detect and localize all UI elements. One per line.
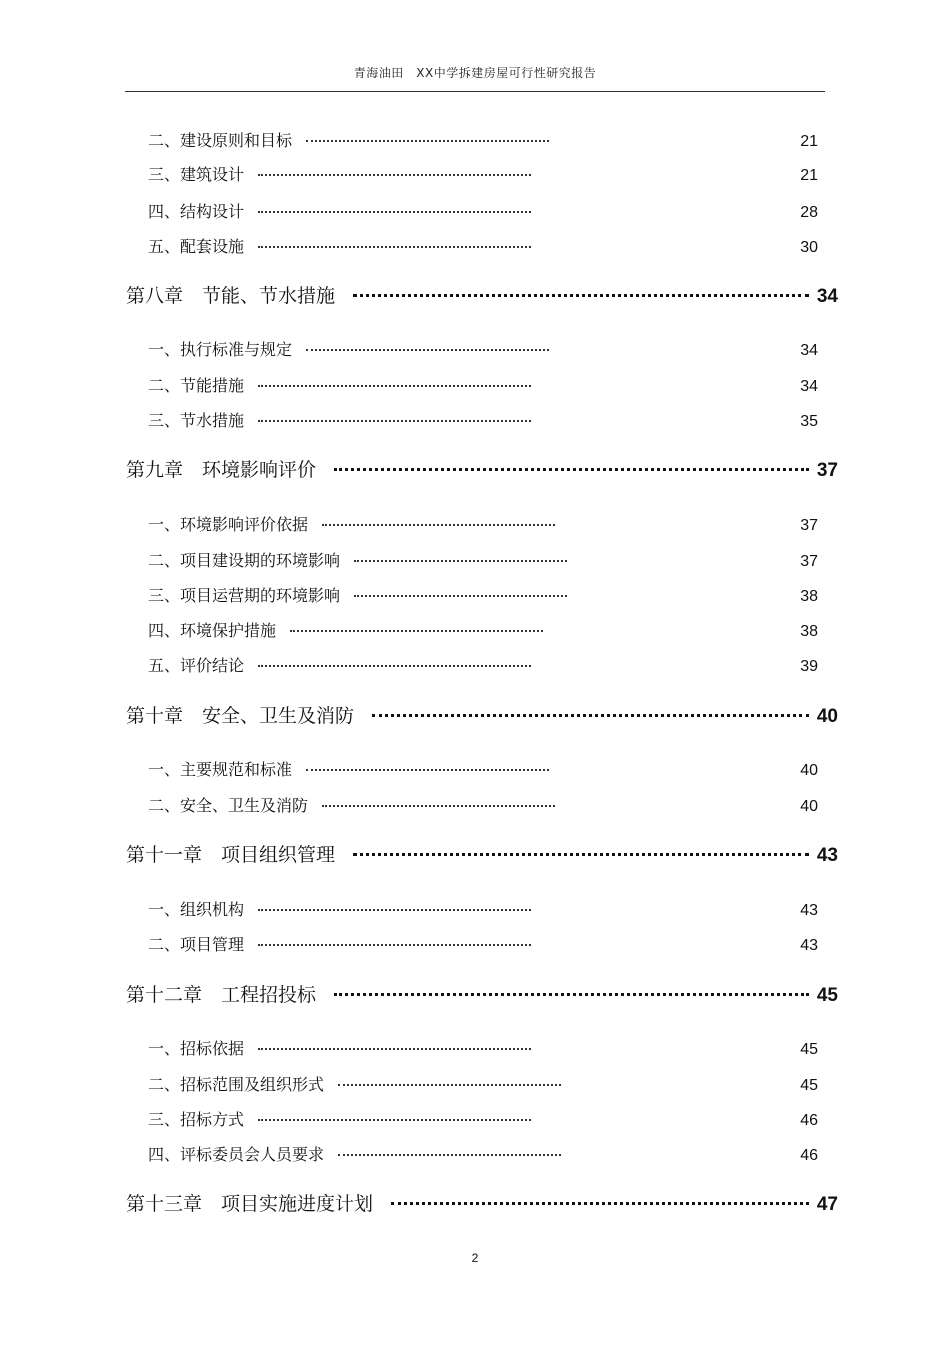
toc-entry[interactable] — [148, 408, 818, 431]
toc-entry[interactable] — [148, 162, 818, 185]
toc-entry[interactable] — [148, 932, 818, 955]
toc-entry-page: 40 — [800, 762, 818, 779]
toc-entry-title: 二、项目建设期的环境影响 — [148, 551, 341, 570]
toc-chapter-title: 第十二章 工程招投标 — [126, 984, 317, 1006]
toc-entry-page: 43 — [800, 902, 818, 919]
toc-entry[interactable] — [148, 1142, 818, 1165]
toc-chapter-title: 第十三章 项目实施进度计划 — [126, 1193, 374, 1215]
toc-leader-dots — [322, 805, 555, 807]
toc-entry-page: 45 — [800, 1077, 818, 1094]
toc-chapter-title: 第九章 环境影响评价 — [126, 459, 317, 481]
toc-entry[interactable] — [148, 128, 818, 151]
toc-entry-title: 一、环境影响评价依据 — [148, 515, 309, 534]
toc-entry-title: 三、招标方式 — [148, 1110, 245, 1129]
toc-entry-page: 21 — [800, 167, 818, 184]
toc-entry-title: 四、环境保护措施 — [148, 621, 277, 640]
toc-leader-dots — [334, 993, 809, 996]
toc-entry-page: 37 — [800, 553, 818, 570]
toc-chapter-page: 34 — [816, 286, 838, 307]
toc-entry-title: 二、节能措施 — [148, 376, 245, 395]
toc-leader-dots — [258, 211, 531, 213]
toc-entry-title: 一、组织机构 — [148, 900, 245, 919]
toc-entry-title: 二、项目管理 — [148, 935, 245, 954]
toc-entry-title: 三、节水措施 — [148, 411, 245, 430]
toc-entry-page: 21 — [800, 133, 818, 150]
toc-leader-dots — [258, 385, 531, 387]
toc-entry[interactable] — [148, 337, 818, 360]
toc-chapter-entry[interactable] — [126, 1189, 838, 1216]
toc-leader-dots — [354, 560, 567, 562]
toc-chapter-title: 第八章 节能、节水措施 — [126, 285, 336, 307]
page-header: 青海油田 XX中学拆建房屋可行性研究报告 — [353, 66, 597, 80]
toc-entry[interactable] — [148, 583, 818, 606]
toc-leader-dots — [338, 1154, 561, 1156]
toc-leader-dots — [353, 853, 809, 856]
toc-leader-dots — [258, 174, 531, 176]
toc-entry-title: 三、项目运营期的环境影响 — [148, 586, 341, 605]
toc-leader-dots — [258, 420, 531, 422]
toc-entry-title: 一、执行标准与规定 — [148, 340, 293, 359]
toc-entry-title: 三、建筑设计 — [148, 165, 245, 184]
toc-entry[interactable] — [148, 512, 818, 535]
toc-leader-dots — [354, 595, 567, 597]
toc-entry-page: 34 — [800, 342, 818, 359]
toc-entry-title: 四、结构设计 — [148, 202, 245, 221]
toc-leader-dots — [290, 630, 543, 632]
toc-chapter-entry[interactable] — [126, 980, 838, 1007]
toc-entry[interactable] — [148, 618, 818, 641]
toc-chapter-page: 47 — [816, 1194, 838, 1215]
toc-leader-dots — [258, 246, 531, 248]
toc-entry-page: 35 — [800, 413, 818, 430]
toc-entry-page: 38 — [800, 588, 818, 605]
toc-leader-dots — [258, 1119, 531, 1121]
toc-entry-page: 28 — [800, 204, 818, 221]
toc-leader-dots — [372, 714, 809, 717]
toc-entry[interactable] — [148, 897, 818, 920]
toc-leader-dots — [258, 665, 531, 667]
toc-entry-page: 40 — [800, 798, 818, 815]
toc-chapter-page: 37 — [816, 460, 838, 481]
toc-leader-dots — [322, 524, 555, 526]
toc-chapter-title: 第十一章 项目组织管理 — [126, 844, 336, 866]
toc-entry-page: 46 — [800, 1112, 818, 1129]
toc-chapter-entry[interactable] — [126, 281, 838, 308]
toc-entry[interactable] — [148, 1072, 818, 1095]
toc-entry-title: 二、建设原则和目标 — [148, 131, 293, 150]
toc-chapter-entry[interactable] — [126, 455, 838, 482]
toc-leader-dots — [258, 944, 531, 946]
toc-entry-page: 46 — [800, 1147, 818, 1164]
toc-entry[interactable] — [148, 373, 818, 396]
toc-leader-dots — [391, 1202, 809, 1205]
toc-entry-title: 二、招标范围及组织形式 — [148, 1075, 325, 1094]
toc-leader-dots — [334, 468, 809, 471]
toc-entry[interactable] — [148, 1036, 818, 1059]
toc-chapter-page: 40 — [816, 706, 838, 727]
toc-entry-page: 45 — [800, 1041, 818, 1058]
toc-chapter-page: 45 — [816, 985, 838, 1006]
toc-entry-page: 39 — [800, 658, 818, 675]
toc-entry-title: 四、评标委员会人员要求 — [148, 1145, 325, 1164]
toc-entry[interactable] — [148, 548, 818, 571]
page-number: 2 — [471, 1251, 479, 1265]
toc-entry[interactable] — [148, 653, 818, 676]
toc-entry-title: 一、招标依据 — [148, 1039, 245, 1058]
toc-chapter-entry[interactable] — [126, 701, 838, 728]
toc-leader-dots — [353, 294, 809, 297]
toc-leader-dots — [258, 909, 531, 911]
toc-entry-page: 43 — [800, 937, 818, 954]
toc-leader-dots — [338, 1084, 561, 1086]
toc-entry-title: 五、评价结论 — [148, 656, 245, 675]
toc-entry-title: 五、配套设施 — [148, 237, 245, 256]
toc-entry[interactable] — [148, 793, 818, 816]
toc-entry[interactable] — [148, 199, 818, 222]
toc-leader-dots — [258, 1048, 531, 1050]
toc-leader-dots — [306, 140, 549, 142]
toc-chapter-page: 43 — [816, 845, 838, 866]
toc-leader-dots — [306, 349, 549, 351]
toc-chapter-title: 第十章 安全、卫生及消防 — [126, 705, 355, 727]
toc-entry-page: 30 — [800, 239, 818, 256]
toc-chapter-entry[interactable] — [126, 840, 838, 867]
toc-entry[interactable] — [148, 1107, 818, 1130]
header-divider — [125, 91, 825, 92]
toc-entry[interactable] — [148, 757, 818, 780]
toc-entry[interactable] — [148, 234, 818, 257]
toc-entry-page: 38 — [800, 623, 818, 640]
toc-entry-title: 一、主要规范和标准 — [148, 760, 293, 779]
toc-entry-page: 37 — [800, 517, 818, 534]
toc-entry-title: 二、安全、卫生及消防 — [148, 796, 309, 815]
toc-leader-dots — [306, 769, 549, 771]
toc-entry-page: 34 — [800, 378, 818, 395]
